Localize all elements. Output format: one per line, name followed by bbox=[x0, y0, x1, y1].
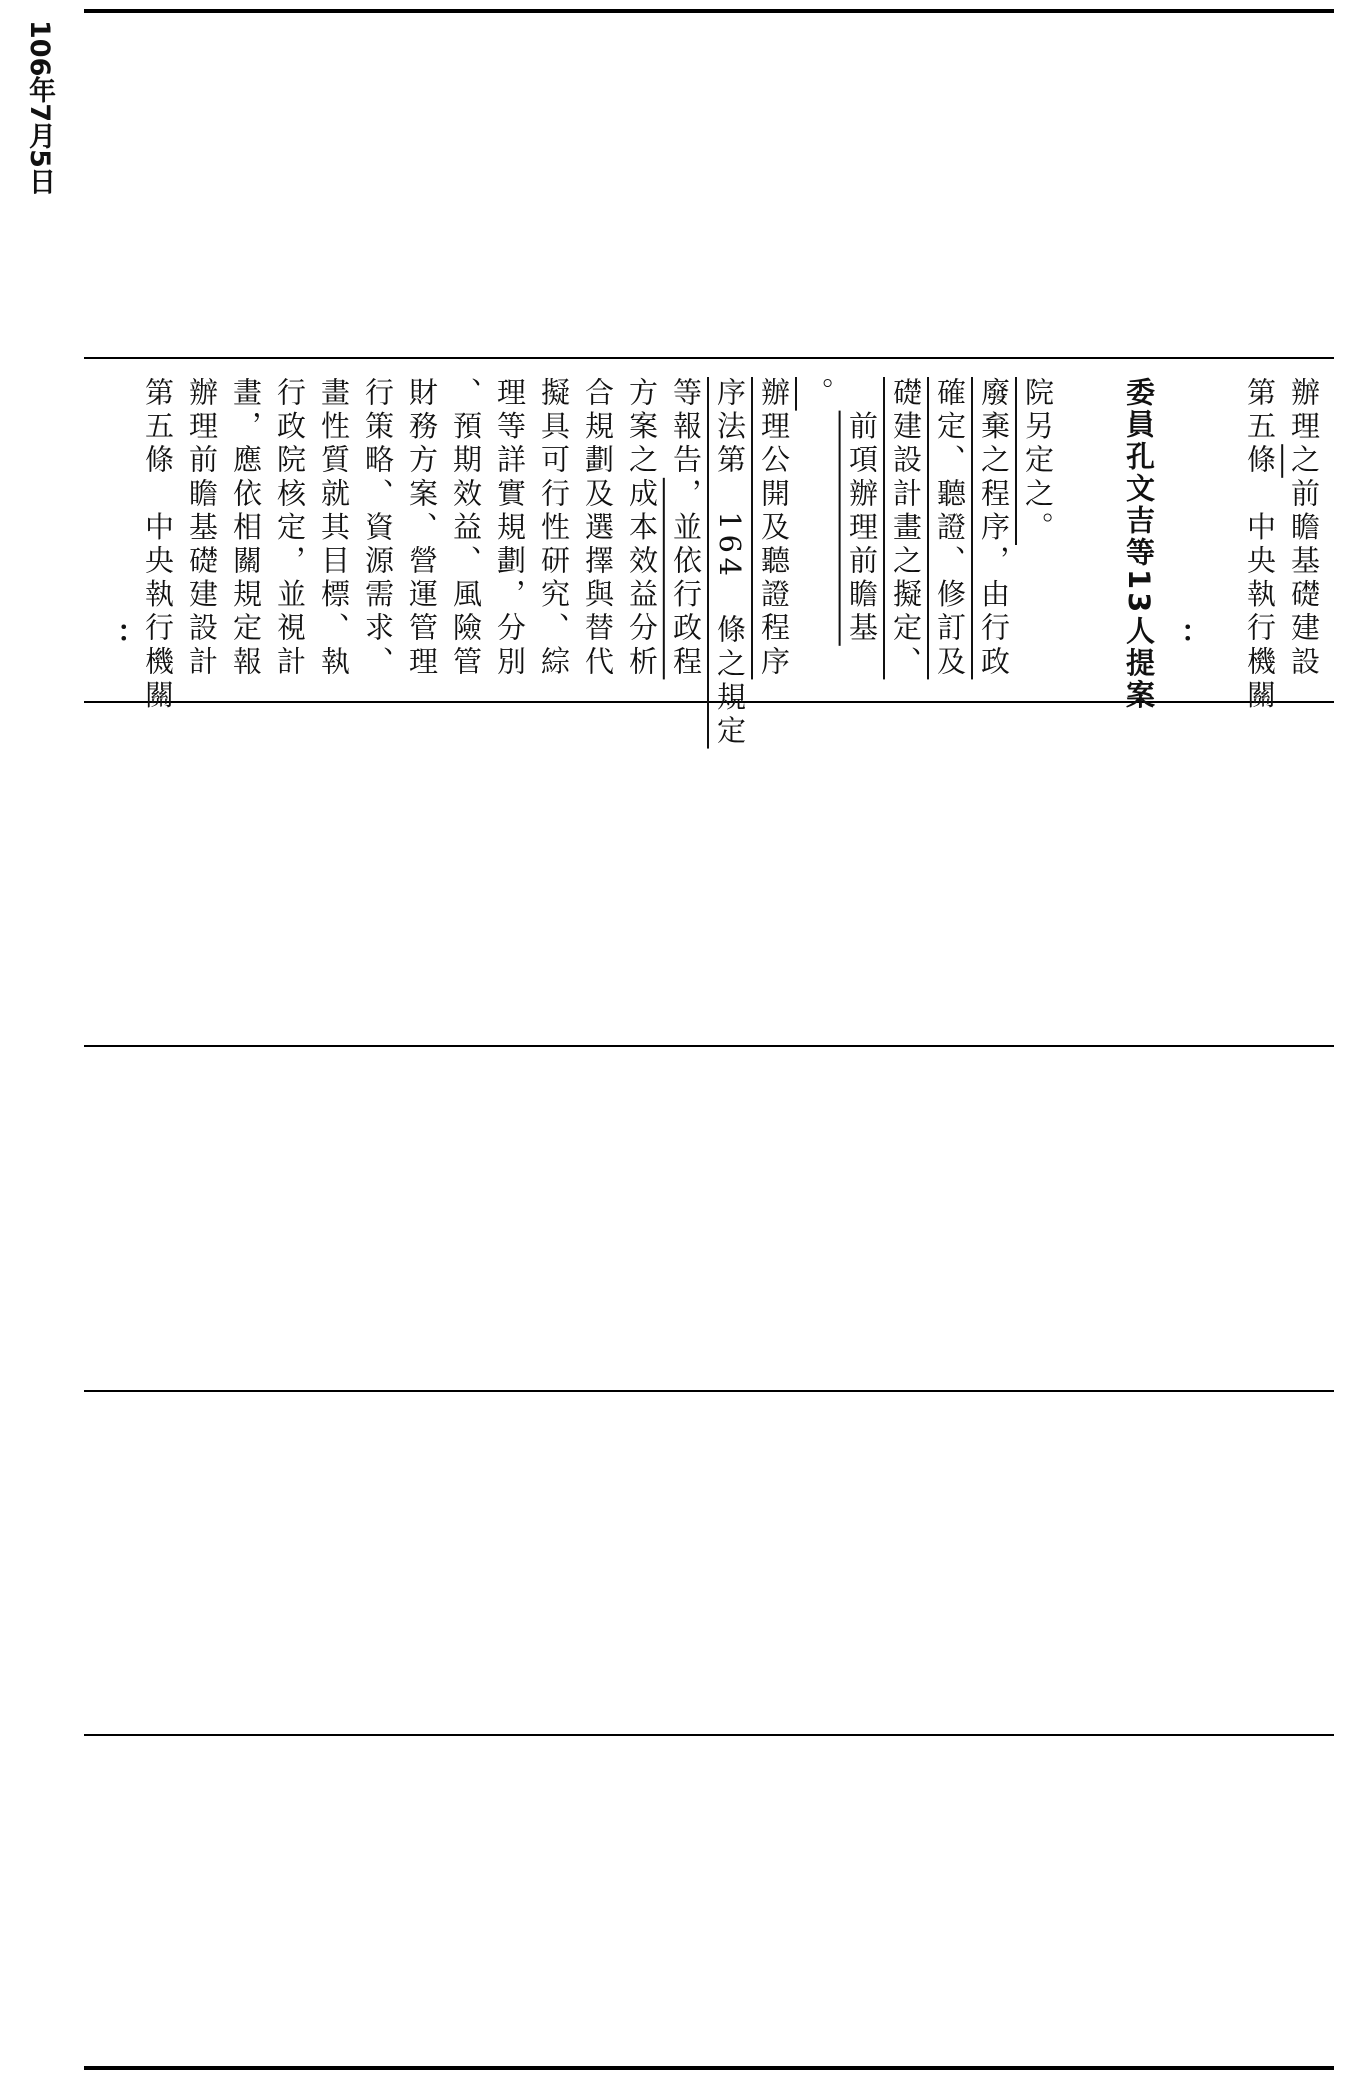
text-line: 理等詳實規劃，分別 bbox=[493, 377, 527, 680]
amended-text: 之 bbox=[1287, 444, 1321, 478]
amended-text-line: 廢棄之程序，由行政 bbox=[977, 377, 1011, 680]
text-line: 第五條 中央執行機關 bbox=[141, 377, 175, 713]
top-rule bbox=[84, 9, 1334, 13]
text-run: 等報告 bbox=[669, 377, 703, 478]
text-line bbox=[845, 377, 879, 646]
text-line: 辦理前瞻基礎建設計 bbox=[185, 377, 219, 680]
row-divider-4 bbox=[84, 1390, 1334, 1392]
text-run: 辦理 bbox=[1287, 377, 1321, 445]
text-line: 、預期效益、風險管 bbox=[449, 377, 483, 680]
text-run: 前瞻基礎建設 bbox=[1287, 477, 1321, 680]
text-line bbox=[669, 377, 703, 680]
amended-text: ，並依行政程 bbox=[669, 477, 703, 680]
text-line bbox=[1287, 377, 1321, 680]
text-line: 第五條 中央執行機關 bbox=[1243, 377, 1277, 713]
amended-text: 前項辦理前瞻基 bbox=[845, 410, 879, 646]
indent bbox=[845, 377, 879, 411]
text-line: 方案之成本效益分析 bbox=[625, 377, 659, 680]
text-line: 行政院核定，並視計 bbox=[273, 377, 307, 680]
amended-text-line: 辦理公開及聽證程序 bbox=[757, 377, 791, 680]
proposer-heading: 委員孔文吉等13人提案 bbox=[1122, 377, 1156, 712]
amended-text-line: 院另定之。 bbox=[1021, 377, 1055, 545]
amended-text-line: 序法第 164 條之規定 bbox=[713, 377, 747, 749]
text-line: 財務方案、營運管理 bbox=[405, 377, 439, 680]
amended-text-line: 確定、聽證、修訂及 bbox=[933, 377, 967, 680]
row-divider-3 bbox=[84, 1045, 1334, 1047]
text-line: 合規劃及選擇與替代 bbox=[581, 377, 615, 680]
text-line: 畫，應依相關規定報 bbox=[229, 377, 263, 680]
row-divider-1 bbox=[84, 357, 1334, 359]
colon-mark: ： bbox=[98, 622, 132, 651]
row-divider-5 bbox=[84, 1734, 1334, 1736]
amended-text-line: 。 bbox=[801, 377, 835, 411]
text-line: 行策略、資源需求、 bbox=[361, 377, 395, 680]
colon-mark: ： bbox=[1162, 622, 1196, 651]
bottom-rule bbox=[84, 2066, 1334, 2070]
text-line: 畫性質就其目標、執 bbox=[317, 377, 351, 680]
text-line: 擬具可行性研究、綜 bbox=[537, 377, 571, 680]
page-date: 106年7月5日 bbox=[24, 20, 55, 195]
amended-text-line: 礎建設計畫之擬定、 bbox=[889, 377, 923, 680]
